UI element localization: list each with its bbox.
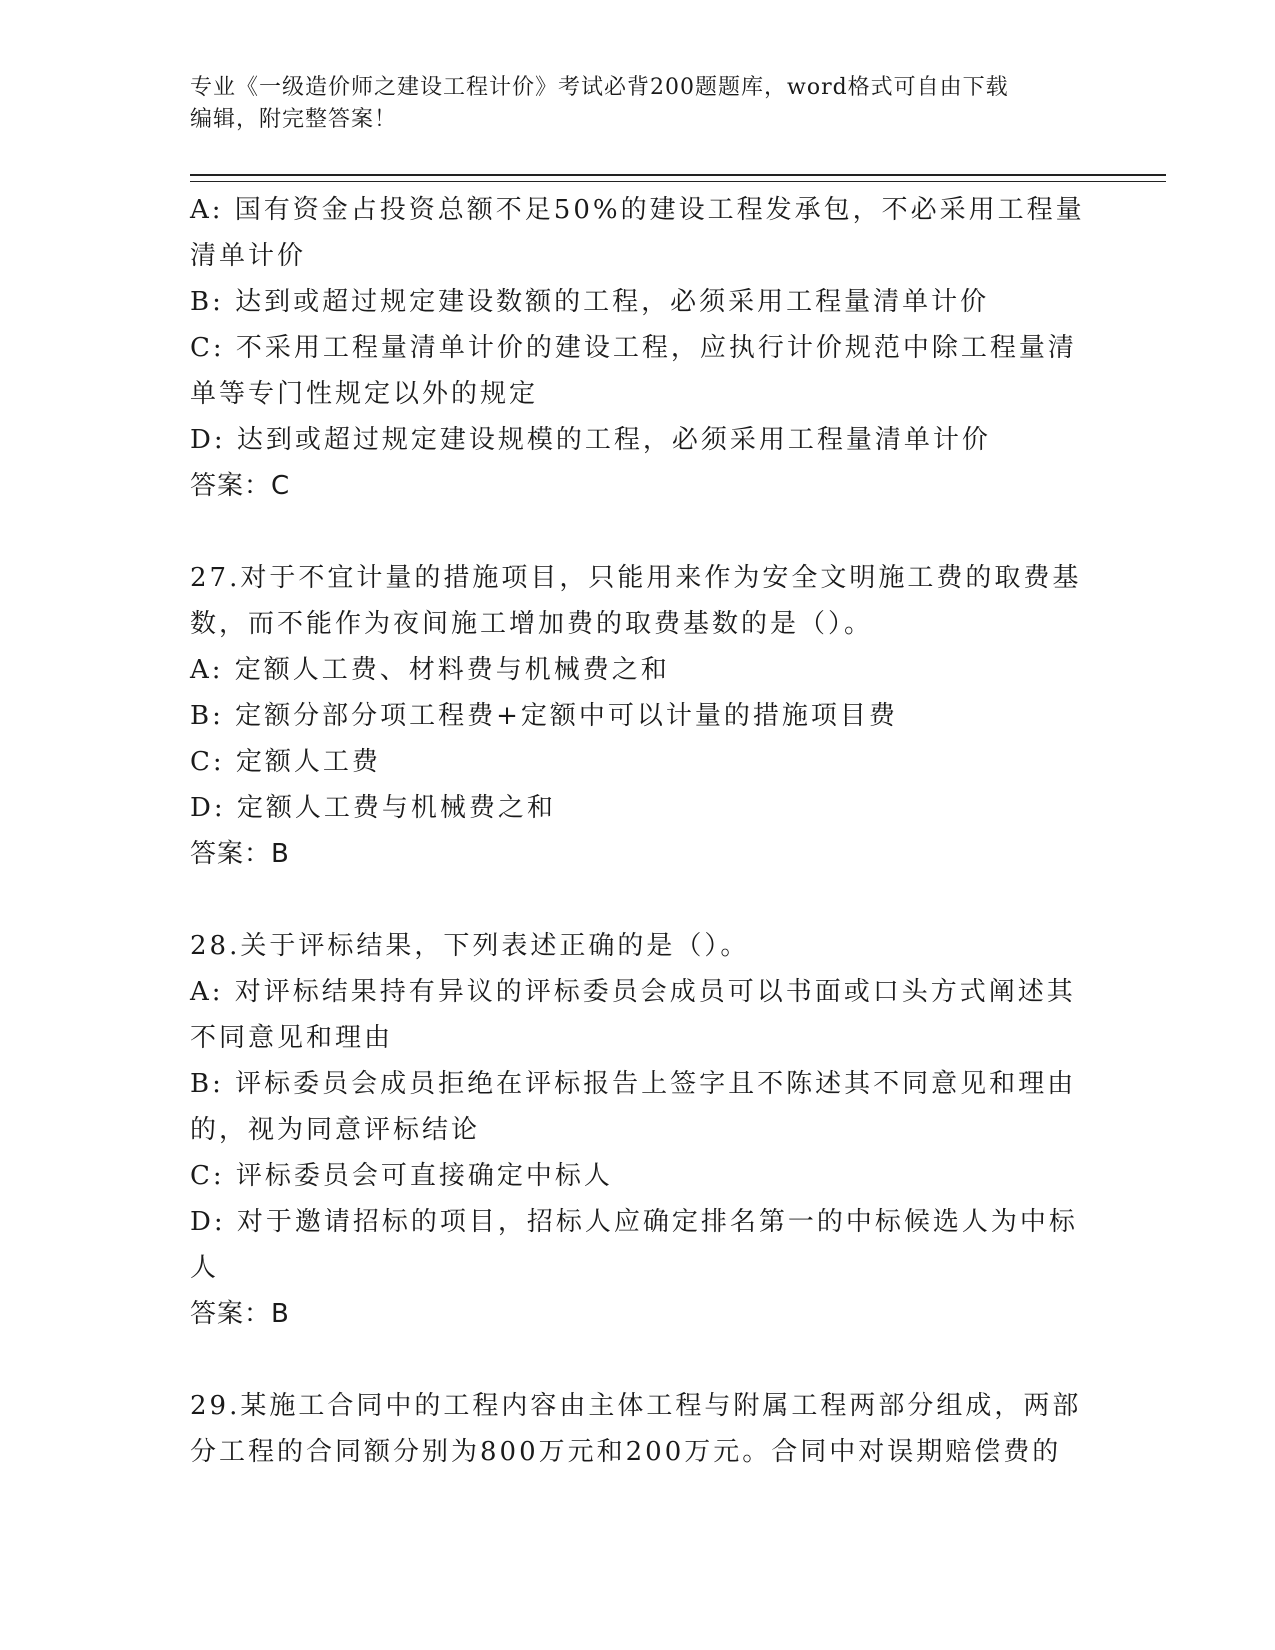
q26-option-c-line-1: C: 不采用工程量清单计价的建设工程，应执行计价规范中除工程量清 xyxy=(190,333,1077,363)
question-list xyxy=(190,187,1090,1475)
q26-option-a-line-2: 清单计价 xyxy=(190,241,307,271)
q28-option-a-line-2: 不同意见和理由 xyxy=(190,1023,394,1053)
q28-answer: 答案：B xyxy=(190,1299,290,1329)
q26-option-a-line-1: A: 国有资金占投资总额不足50%的建设工程发承包，不必采用工程量 xyxy=(190,195,1085,225)
header-divider-thin xyxy=(190,181,1166,182)
q28-option-d-line-1: D: 对于邀请招标的项目，招标人应确定排名第一的中标候选人为中标 xyxy=(190,1207,1078,1237)
q26-option-c-line-2: 单等专门性规定以外的规定 xyxy=(190,379,539,409)
q28-option-b-line-2: 的，视为同意评标结论 xyxy=(190,1115,481,1145)
question-27 xyxy=(190,555,1090,877)
page-header xyxy=(190,72,1090,136)
spacer xyxy=(190,877,1090,923)
q27-option-d: D: 定额人工费与机械费之和 xyxy=(190,793,556,823)
q28-stem: 28.关于评标结果，下列表述正确的是（）。 xyxy=(190,931,750,961)
header-line-2: 编辑，附完整答案！ xyxy=(190,107,398,132)
q27-answer: 答案：B xyxy=(190,839,290,869)
q28-option-a-line-1: A: 对评标结果持有异议的评标委员会成员可以书面或口头方式阐述其 xyxy=(190,977,1076,1007)
q27-option-c: C: 定额人工费 xyxy=(190,747,381,777)
q29-stem-line-2: 分工程的合同额分别为800万元和200万元。合同中对误期赔偿费的 xyxy=(190,1437,1062,1467)
q27-option-b: B: 定额分部分项工程费+定额中可以计量的措施项目费 xyxy=(190,701,898,731)
q28-option-d-line-2: 人 xyxy=(190,1253,220,1283)
header-divider-thick xyxy=(190,174,1166,176)
q26-option-b: B: 达到或超过规定建设数额的工程，必须采用工程量清单计价 xyxy=(190,287,990,317)
spacer xyxy=(190,1337,1090,1383)
q27-stem-line-1: 27.对于不宜计量的措施项目，只能用来作为安全文明施工费的取费基 xyxy=(190,563,1082,593)
q27-option-a: A: 定额人工费、材料费与机械费之和 xyxy=(190,655,670,685)
question-29 xyxy=(190,1383,1090,1475)
q29-stem-line-1: 29.某施工合同中的工程内容由主体工程与附属工程两部分组成，两部 xyxy=(190,1391,1082,1421)
q27-stem-line-2: 数，而不能作为夜间施工增加费的取费基数的是（）。 xyxy=(190,609,874,639)
q28-option-b-line-1: B: 评标委员会成员拒绝在评标报告上签字且不陈述其不同意见和理由 xyxy=(190,1069,1077,1099)
question-26 xyxy=(190,187,1090,509)
question-28 xyxy=(190,923,1090,1337)
header-line-1: 专业《一级造价师之建设工程计价》考试必背200题题库，word格式可自由下载 xyxy=(190,75,1009,100)
q28-option-c: C: 评标委员会可直接确定中标人 xyxy=(190,1161,613,1191)
spacer xyxy=(190,509,1090,555)
q26-answer: 答案：C xyxy=(190,471,291,501)
q26-option-d: D: 达到或超过规定建设规模的工程，必须采用工程量清单计价 xyxy=(190,425,991,455)
